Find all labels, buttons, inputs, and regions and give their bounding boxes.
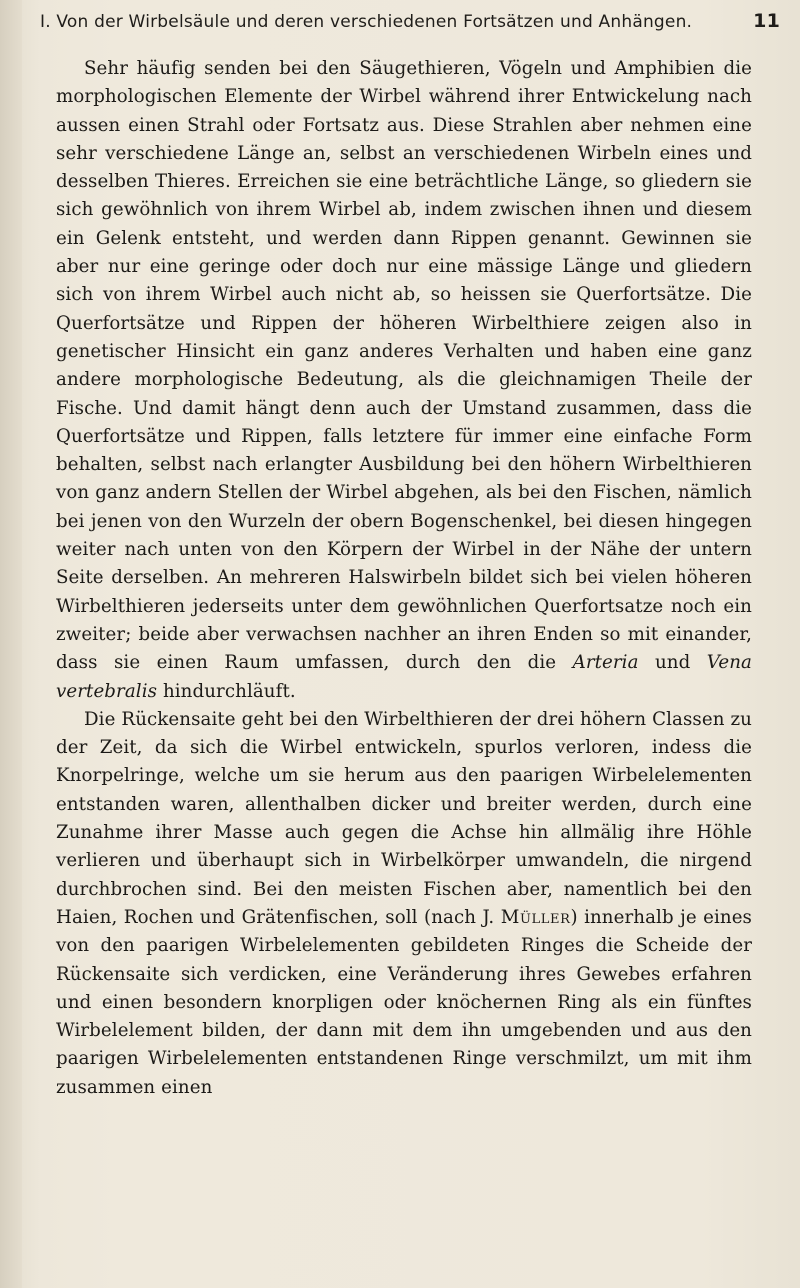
body-text bbox=[56, 55, 752, 1102]
author-name: Müller bbox=[500, 906, 571, 928]
paragraph-text: Die Rückensaite geht bei den Wirbelthieren der drei höhern Classen zu der Zeit, da sich die Wirbel entwickeln, spurlos verloren, indess die Knorpelringe, welche um sie herum aus den paarigen Wirbelelementen entstanden waren, allenthalben dicker und breiter werden, durch eine Zunahme ihrer Masse auch gegen die Achse hin allmälig ihre Höhle verlieren und überhaupt sich in Wirbelkörper umwandeln, die nirgend durchbrochen sind. Bei den meisten Fischen aber, namentlich bei den Haien, Rochen und Grätenfischen, soll (nach J. bbox=[56, 708, 752, 928]
paragraph-text: ) innerhalb je eines von den paarigen Wirbelelementen gebildeten Ringes die Scheide der Rückensaite sich verdicken, eine Veränderung ihres Gewebes erfahren und einen besondern knorpligen oder knöchernen Ring als ein fünftes Wirbelelement bilden, der dann mit dem ihn umgebenden und aus den paarigen Wirbelelementen entstandenen Ringe verschmilzt, um mit ihm zusammen einen bbox=[56, 906, 752, 1098]
paragraph-text: und bbox=[654, 652, 691, 674]
latin-term: Vena vertebralis bbox=[56, 652, 752, 702]
paragraph-text: hindurchläuft. bbox=[162, 680, 296, 702]
paragraph bbox=[56, 55, 752, 706]
page-gutter bbox=[0, 0, 22, 1288]
chapter-heading: I. Von der Wirbelsäule und deren verschiedenen Fortsätzen und Anhängen. bbox=[40, 12, 693, 32]
paragraph-text: Sehr häufig senden bei den Säugethieren, Vögeln und Amphibien die morphologischen Elemente der Wirbel während ihrer Entwickelung nach aussen einen Strahl oder Fortsatz aus. Diese Strahlen aber nehmen eine sehr verschiedene Länge an, selbst an verschiedenen Wirbeln eines und desselben Thieres. Erreichen sie eine beträchtliche Länge, so gliedern sie sich gewöhnlich von ihrem Wirbel ab, indem zwischen ihnen und diesem ein Gelenk entsteht, und werden dann Rippen genannt. Gewinnen sie aber nur eine geringe oder doch nur eine mässige Länge und gliedern sich von ihrem Wirbel auch nicht ab, so heissen sie Querfortsätze. Die Querfortsätze und Rippen der höheren Wirbelthiere zeigen also in genetischer Hinsicht ein ganz anderes Verhalten und haben eine ganz andere morphologische Bedeutung, als die gleichnamigen Theile der Fische. Und damit hängt denn auch der Umstand zusammen, dass die Querfortsätze und Rippen, falls letztere für immer eine einfache Form behalten, selbst nach erlangter Ausbildung bei den höhern Wirbelthieren von ganz andern Stellen der Wirbel abgehen, als bei den Fischen, nämlich bei jenen von den Wurzeln der obern Bogenschenkel, bei diesen hingegen weiter nach unten von den Körpern der Wirbel in der Nähe der untern Seite derselben. An mehreren Halswirbeln bildet sich bei vielen höheren Wirbelthieren jederseits unter dem gewöhnlichen Querfortsatze noch ein zweiter; beide aber verwachsen nachher an ihren Enden so mit einander, dass sie einen Raum umfassen, durch den die bbox=[56, 58, 752, 674]
paragraph bbox=[56, 706, 752, 1102]
page-number: 11 bbox=[753, 10, 780, 32]
running-head bbox=[40, 6, 780, 40]
latin-term: Arteria bbox=[572, 652, 639, 674]
